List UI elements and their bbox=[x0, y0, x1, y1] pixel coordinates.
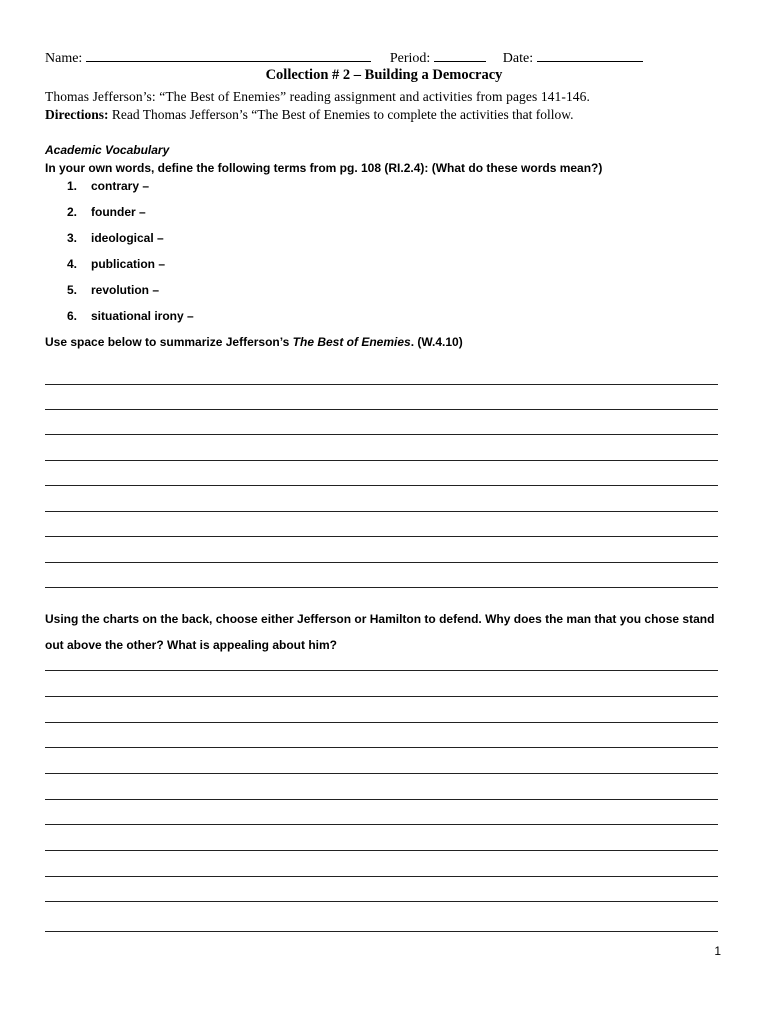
answer-line[interactable] bbox=[45, 434, 718, 435]
answer-line[interactable] bbox=[45, 747, 718, 748]
answer-line[interactable] bbox=[45, 670, 718, 671]
vocab-term: situational irony – bbox=[91, 309, 194, 323]
answer-line[interactable] bbox=[45, 850, 718, 851]
vocab-term: publication – bbox=[91, 257, 166, 271]
answer-line[interactable] bbox=[45, 931, 718, 932]
answer-line[interactable] bbox=[45, 562, 718, 563]
name-field[interactable] bbox=[86, 47, 371, 62]
answer-line[interactable] bbox=[45, 722, 718, 723]
answer-line[interactable] bbox=[45, 799, 718, 800]
list-item: 6. situational irony – bbox=[67, 309, 194, 323]
vocabulary-intro: In your own words, define the following terms from pg. 108 (RI.2.4): (What do these words mean?) bbox=[45, 161, 603, 175]
list-item: 2. founder – bbox=[67, 205, 146, 219]
defend-question: Using the charts on the back, choose either Jefferson or Hamilton to defend. Why does the man that you chose stand out above the other? What is appealing about him? bbox=[45, 612, 715, 652]
vocab-term: contrary – bbox=[91, 179, 150, 193]
page-title: Collection # 2 – Building a Democracy bbox=[265, 67, 503, 83]
page-number: 1 bbox=[714, 944, 721, 958]
list-item: 3. ideological – bbox=[67, 231, 164, 245]
vocab-term: revolution – bbox=[91, 283, 160, 297]
period-label: Period: bbox=[389, 51, 431, 66]
period-field[interactable] bbox=[434, 47, 486, 62]
answer-line[interactable] bbox=[45, 511, 718, 512]
work-title: The Best of Enemies bbox=[292, 335, 411, 349]
directions-label: Directions: bbox=[45, 107, 109, 122]
list-item: 1. contrary – bbox=[67, 179, 150, 193]
student-info-row bbox=[45, 47, 725, 67]
directions-text: Read Thomas Jefferson’s “The Best of Enemies to complete the activities that follow. bbox=[108, 107, 574, 122]
answer-line[interactable] bbox=[45, 485, 718, 486]
answer-line[interactable] bbox=[45, 696, 718, 697]
vocabulary-list bbox=[67, 179, 194, 335]
answer-line[interactable] bbox=[45, 536, 718, 537]
directions-line bbox=[45, 107, 574, 123]
vocabulary-heading: Academic Vocabulary bbox=[45, 143, 170, 157]
answer-line[interactable] bbox=[45, 901, 718, 902]
answer-line[interactable] bbox=[45, 409, 718, 410]
name-label: Name: bbox=[45, 51, 83, 66]
answer-line[interactable] bbox=[45, 773, 718, 774]
answer-line[interactable] bbox=[45, 460, 718, 461]
list-item: 4. publication – bbox=[67, 257, 166, 271]
summary-prompt: Use space below to summarize Jefferson’s The Best of Enemies. (W.4.10) bbox=[45, 335, 463, 349]
vocab-term: founder – bbox=[91, 205, 146, 219]
date-field[interactable] bbox=[537, 47, 643, 62]
date-label: Date: bbox=[502, 51, 534, 66]
answer-line[interactable] bbox=[45, 824, 718, 825]
assignment-line: Thomas Jefferson’s: “The Best of Enemies” reading assignment and activities from pages 141-146. bbox=[45, 89, 590, 104]
list-item: 5. revolution – bbox=[67, 283, 160, 297]
vocab-term: ideological – bbox=[91, 231, 164, 245]
answer-line[interactable] bbox=[45, 876, 718, 877]
answer-line[interactable] bbox=[45, 384, 718, 385]
answer-line[interactable] bbox=[45, 587, 718, 588]
